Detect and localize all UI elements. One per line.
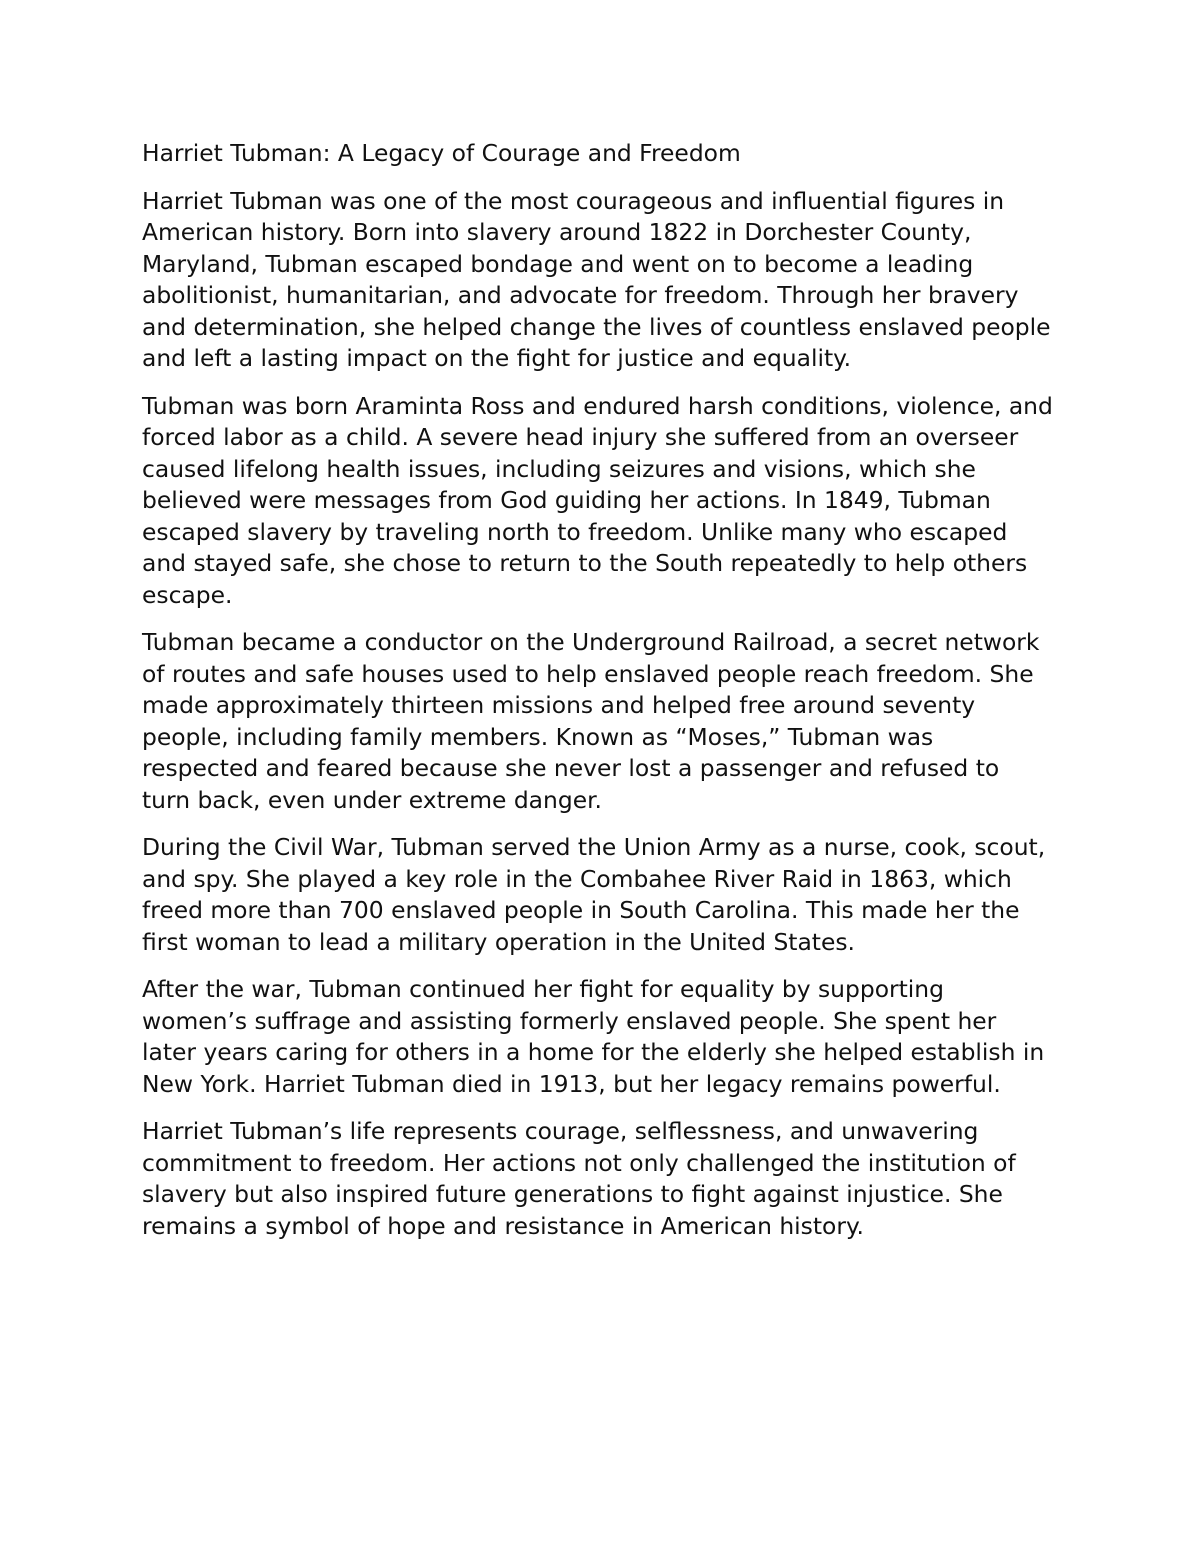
text-line: Harriet Tubman’s life represents courage, selflessness, and unwavering	[142, 1117, 979, 1145]
text-line: women’s suffrage and assisting formerly enslaved people. She spent her	[142, 1006, 997, 1035]
text-line: New York. Harriet Tubman died in 1913, but her legacy remains powerful.	[142, 1069, 1001, 1098]
text-line: turn back, even under extreme danger.	[142, 785, 602, 814]
text-line: Tubman became a conductor on the Underground Railroad, a secret network	[142, 628, 1040, 656]
text-line: commitment to freedom. Her actions not only challenged the institution of	[142, 1148, 1016, 1177]
text-line: first woman to lead a military operation in the United States.	[142, 927, 855, 956]
text-line: Tubman was born Araminta Ross and endured harsh conditions, violence, and	[142, 391, 1053, 420]
text-line: After the war, Tubman continued her fight for equality by supporting	[142, 975, 944, 1003]
text-line: and determination, she helped change the lives of countless enslaved people	[142, 312, 1051, 341]
text-line: During the Civil War, Tubman served the Union Army as a nurse, cook, scout,	[142, 833, 1046, 861]
text-line: and stayed safe, she chose to return to the South repeatedly to help others	[142, 549, 1028, 577]
text-line: made approximately thirteen missions and helped free around seventy	[142, 691, 976, 719]
text-line: Maryland, Tubman escaped bondage and went on to become a leading	[142, 249, 974, 278]
text-line: slavery but also inspired future generations to fight against injustice. She	[142, 1180, 1003, 1208]
document-body	[142, 138, 1062, 1258]
text-line: believed were messages from God guiding her actions. In 1849, Tubman	[142, 486, 991, 514]
paragraph-underground-railroad	[142, 627, 1062, 816]
text-line: American history. Born into slavery around 1822 in Dorchester County,	[142, 218, 972, 246]
document-title: Harriet Tubman: A Legacy of Courage and Freedom	[142, 139, 741, 167]
text-line: respected and feared because she never lost a passenger and refused to	[142, 754, 1000, 782]
text-line: remains a symbol of hope and resistance in American history.	[142, 1211, 864, 1240]
text-line: freed more than 700 enslaved people in South Carolina. This made her the	[142, 896, 1020, 924]
paragraph-early-life	[142, 391, 1062, 612]
text-line: and left a lasting impact on the fight for justice and equality.	[142, 344, 852, 372]
text-line: of routes and safe houses used to help enslaved people reach freedom. She	[142, 659, 1034, 688]
paragraph-after-war	[142, 974, 1062, 1100]
paragraph-introduction	[142, 186, 1062, 375]
text-line: escaped slavery by traveling north to freedom. Unlike many who escaped	[142, 517, 1008, 546]
text-line: later years caring for others in a home for the elderly she helped establish in	[142, 1038, 1045, 1066]
text-line: escape.	[142, 580, 233, 609]
text-line: forced labor as a child. A severe head injury she suffered from an overseer	[142, 423, 1019, 451]
paragraph-civil-war	[142, 832, 1062, 958]
text-line: and spy. She played a key role in the Combahee River Raid in 1863, which	[142, 864, 1012, 893]
paragraph-conclusion	[142, 1116, 1062, 1242]
text-line: caused lifelong health issues, including seizures and visions, which she	[142, 454, 976, 483]
text-line: abolitionist, humanitarian, and advocate for freedom. Through her bravery	[142, 281, 1019, 309]
text-line: people, including family members. Known as “Moses,” Tubman was	[142, 722, 934, 751]
text-line: Harriet Tubman was one of the most courageous and influential figures in	[142, 186, 1005, 215]
